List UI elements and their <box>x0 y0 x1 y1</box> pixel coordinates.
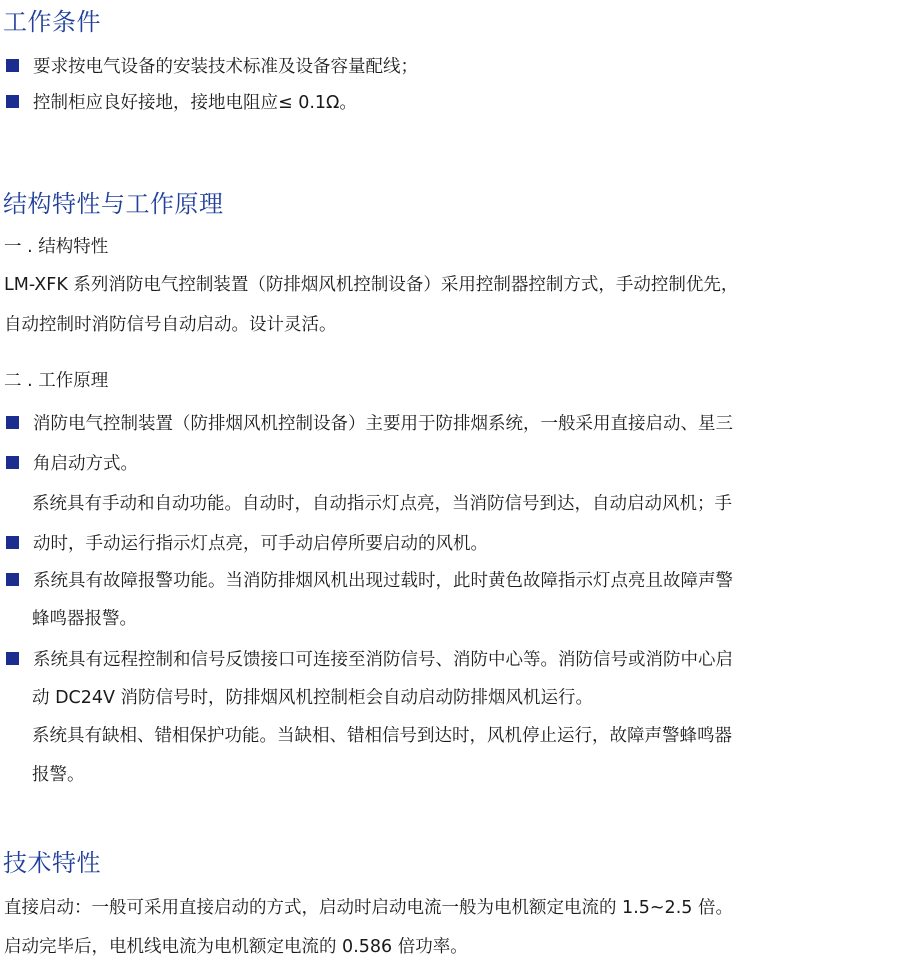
bullet-icon <box>6 536 19 549</box>
bullet-icon <box>6 456 19 469</box>
technical-line: 启动完毕后，电机线电流为电机额定电流的 0.586 倍功率。 <box>4 937 468 957</box>
bullet-icon <box>6 416 19 429</box>
structure-text-line: LM-XFK 系列消防电气控制装置（防排烟风机控制设备）采用控制器控制方式，手动控制优先， <box>4 275 739 295</box>
subheading-structure: 一 . 结构特性 <box>4 237 109 257</box>
heading-structure-principle: 结构特性与工作原理 <box>3 190 224 218</box>
principle-line: 报警。 <box>32 765 85 785</box>
working-condition-item: 要求按电气设备的安装技术标准及设备容量配线； <box>33 57 418 77</box>
principle-line: 蜂鸣器报警。 <box>32 609 137 629</box>
bullet-icon <box>6 59 19 72</box>
bullet-icon <box>6 573 19 586</box>
structure-text-line: 自动控制时消防信号自动启动。设计灵活。 <box>4 315 337 335</box>
principle-line: 角启动方式。 <box>33 454 138 474</box>
heading-technical: 技术特性 <box>3 849 101 877</box>
principle-line: 系统具有远程控制和信号反馈接口可连接至消防信号、消防中心等。消防信号或消防中心启 <box>33 650 733 670</box>
technical-line: 直接启动：一般可采用直接启动的方式，启动时启动电流一般为电机额定电流的 1.5~2.5 倍。 <box>4 898 733 918</box>
principle-line: 动 DC24V 消防信号时，防排烟风机控制柜会自动启动防排烟风机运行。 <box>32 688 594 708</box>
principle-line: 消防电气控制装置（防排烟风机控制设备）主要用于防排烟系统，一般采用直接启动、星三 <box>33 414 733 434</box>
working-condition-item: 控制柜应良好接地，接地电阻应≤ 0.1Ω。 <box>33 93 357 113</box>
bullet-icon <box>6 95 19 108</box>
principle-line: 系统具有手动和自动功能。自动时，自动指示灯点亮，当消防信号到达，自动启动风机；手 <box>32 494 732 514</box>
principle-line: 动时，手动运行指示灯点亮，可手动启停所要启动的风机。 <box>33 534 488 554</box>
principle-line: 系统具有缺相、错相保护功能。当缺相、错相信号到达时，风机停止运行，故障声警蜂鸣器 <box>32 726 732 746</box>
principle-line: 系统具有故障报警功能。当消防排烟风机出现过载时，此时黄色故障指示灯点亮且故障声警 <box>33 571 733 591</box>
bullet-icon <box>6 652 19 665</box>
heading-working-conditions: 工作条件 <box>3 8 101 36</box>
subheading-principle: 二 . 工作原理 <box>4 371 109 391</box>
